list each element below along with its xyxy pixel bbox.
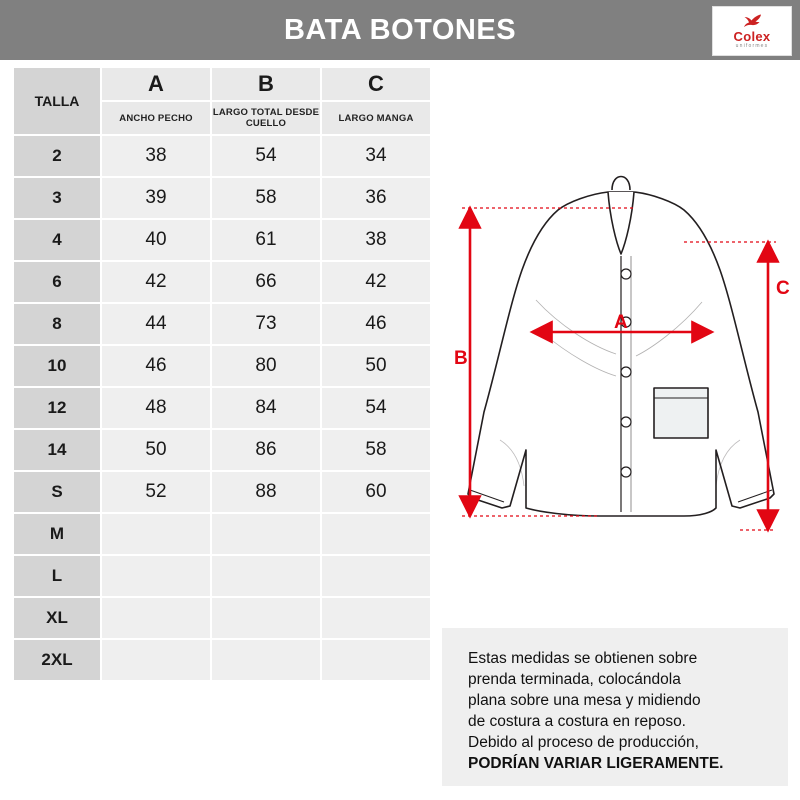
note-line-3: plana sobre una mesa y midiendo	[468, 692, 701, 709]
table-row	[13, 513, 431, 555]
table-row	[13, 345, 431, 387]
row-value-b: 61	[211, 219, 321, 261]
row-size: 12	[13, 387, 101, 429]
brand-logo	[712, 6, 792, 56]
row-value-b: 80	[211, 345, 321, 387]
header-letter-a: A	[101, 67, 211, 101]
measure-label-b: B	[454, 348, 468, 369]
row-value-a	[101, 639, 211, 681]
table-header-letters	[13, 67, 431, 101]
row-value-b: 66	[211, 261, 321, 303]
row-value-c: 36	[321, 177, 431, 219]
table-row	[13, 471, 431, 513]
row-size: 8	[13, 303, 101, 345]
size-table	[12, 66, 432, 682]
row-value-b	[211, 513, 321, 555]
row-size: 2XL	[13, 639, 101, 681]
row-value-c: 46	[321, 303, 431, 345]
header-bar	[0, 0, 800, 60]
table-row	[13, 429, 431, 471]
row-size: M	[13, 513, 101, 555]
header-talla: TALLA	[13, 67, 101, 135]
row-value-a: 39	[101, 177, 211, 219]
note-line-5: Debido al proceso de producción,	[468, 734, 699, 751]
row-value-b	[211, 597, 321, 639]
brand-subtitle: uniformes	[735, 42, 769, 49]
row-value-a: 44	[101, 303, 211, 345]
bird-icon	[741, 13, 763, 29]
row-size: 14	[13, 429, 101, 471]
row-value-a	[101, 597, 211, 639]
header-letter-c: C	[321, 67, 431, 101]
row-value-a: 46	[101, 345, 211, 387]
row-size: 10	[13, 345, 101, 387]
row-value-c: 54	[321, 387, 431, 429]
row-size: 3	[13, 177, 101, 219]
note-line-4: de costura a costura en reposo.	[468, 713, 686, 730]
measure-label-a: A	[614, 312, 628, 333]
note-line-1: Estas medidas se obtienen sobre	[468, 650, 698, 667]
row-value-c: 34	[321, 135, 431, 177]
row-value-c: 60	[321, 471, 431, 513]
size-table-wrapper	[12, 66, 430, 682]
page-title: BATA BOTONES	[283, 14, 517, 46]
row-value-a	[101, 513, 211, 555]
row-value-c	[321, 639, 431, 681]
row-value-a: 52	[101, 471, 211, 513]
row-value-c	[321, 555, 431, 597]
garment-diagram-svg	[440, 150, 790, 580]
header-desc-a: ANCHO PECHO	[101, 101, 211, 135]
header-desc-b: LARGO TOTAL DESDE CUELLO	[211, 101, 321, 135]
row-size: 2	[13, 135, 101, 177]
row-size: XL	[13, 597, 101, 639]
row-value-c: 42	[321, 261, 431, 303]
row-value-b	[211, 639, 321, 681]
row-value-b: 54	[211, 135, 321, 177]
row-value-a: 48	[101, 387, 211, 429]
row-value-c	[321, 513, 431, 555]
row-value-b: 84	[211, 387, 321, 429]
table-row	[13, 219, 431, 261]
note-box	[442, 628, 788, 786]
row-value-a: 42	[101, 261, 211, 303]
table-row	[13, 303, 431, 345]
row-value-c	[321, 597, 431, 639]
row-size: S	[13, 471, 101, 513]
table-row	[13, 177, 431, 219]
row-value-b: 58	[211, 177, 321, 219]
note-line-2: prenda terminada, colocándola	[468, 671, 681, 688]
row-value-b	[211, 555, 321, 597]
brand-name: Colex	[733, 28, 771, 44]
table-row	[13, 639, 431, 681]
row-value-b: 86	[211, 429, 321, 471]
table-row	[13, 597, 431, 639]
row-value-c: 38	[321, 219, 431, 261]
table-row	[13, 261, 431, 303]
row-value-a: 38	[101, 135, 211, 177]
header-letter-b: B	[211, 67, 321, 101]
row-value-a: 40	[101, 219, 211, 261]
row-value-c: 58	[321, 429, 431, 471]
table-row	[13, 387, 431, 429]
table-row	[13, 555, 431, 597]
row-value-b: 73	[211, 303, 321, 345]
header-desc-c: LARGO MANGA	[321, 101, 431, 135]
table-row	[13, 135, 431, 177]
measure-label-c: C	[776, 278, 790, 299]
garment-illustration	[440, 150, 790, 580]
row-size: 6	[13, 261, 101, 303]
row-size: L	[13, 555, 101, 597]
row-value-b: 88	[211, 471, 321, 513]
row-value-c: 50	[321, 345, 431, 387]
row-value-a	[101, 555, 211, 597]
row-size: 4	[13, 219, 101, 261]
row-value-a: 50	[101, 429, 211, 471]
note-bold-line: PODRÍAN VARIAR LIGERAMENTE.	[468, 755, 724, 772]
